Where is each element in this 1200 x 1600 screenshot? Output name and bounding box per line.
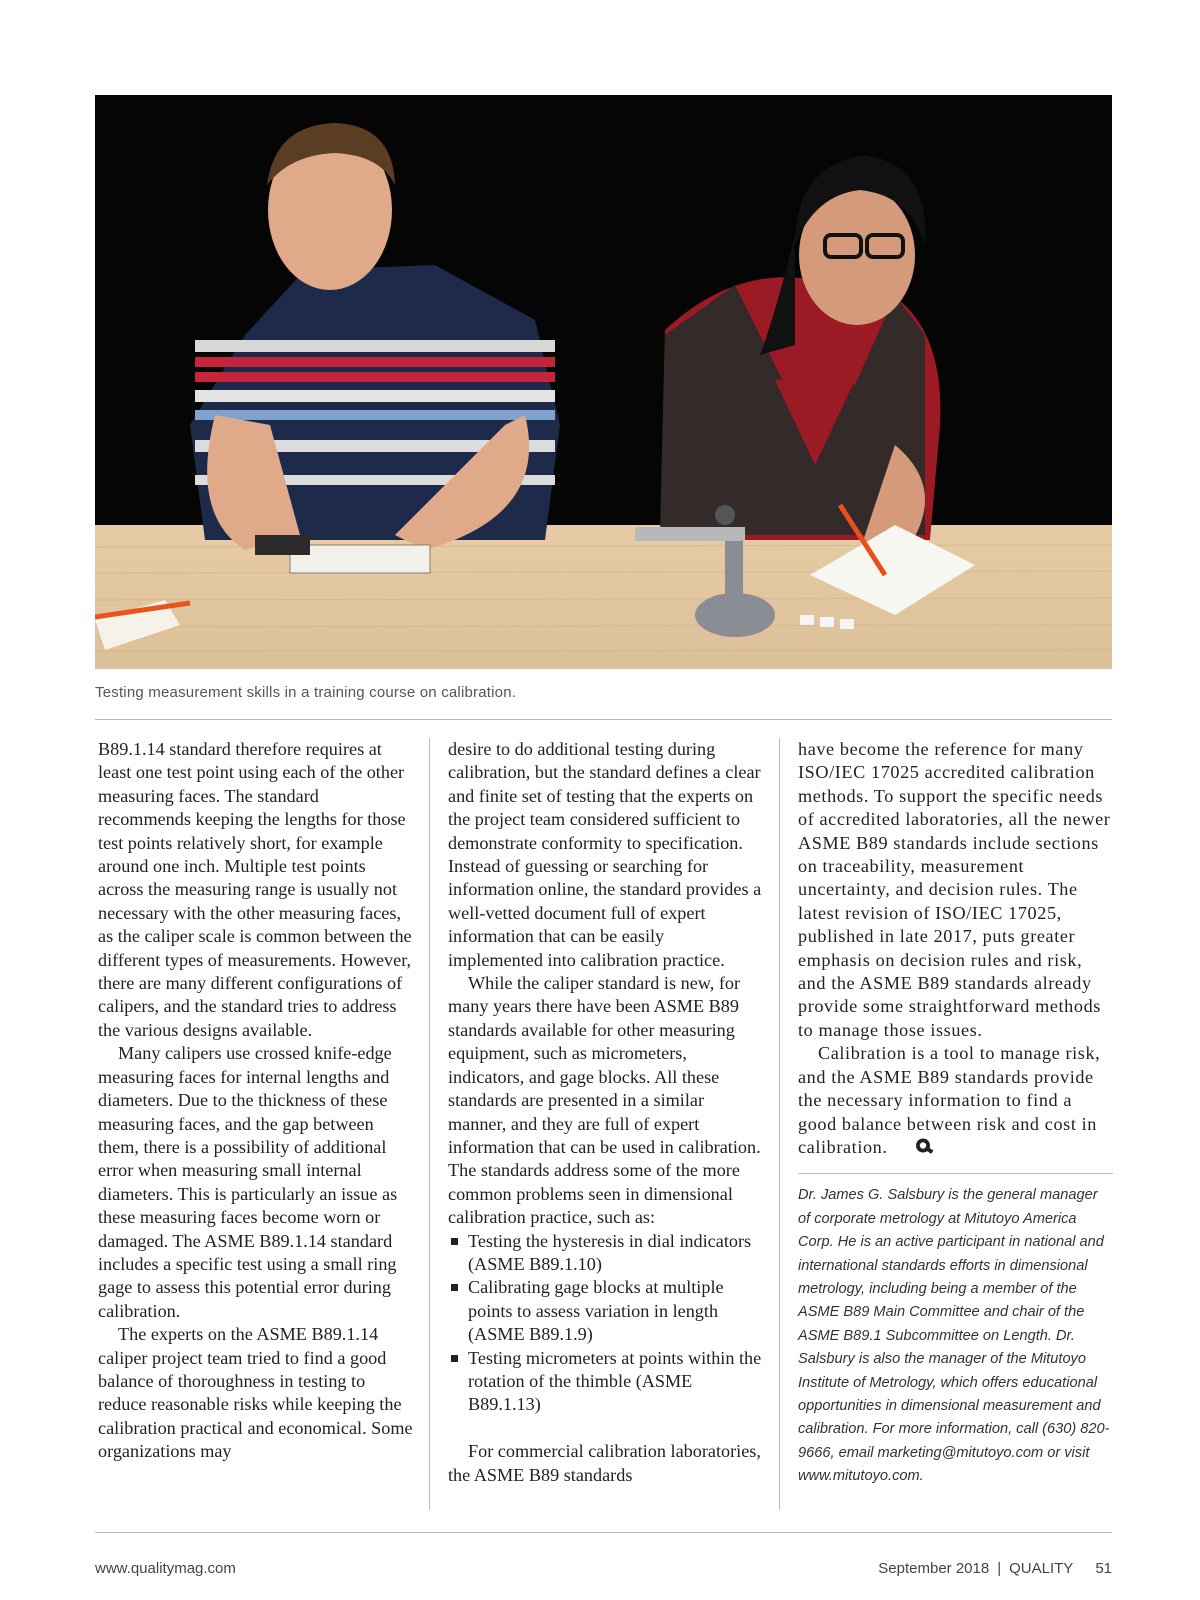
paragraph: For commercial calibration laboratories, the ASME B89 standards	[448, 1441, 761, 1485]
magazine-name: QUALITY	[1009, 1560, 1074, 1577]
bullet-square-icon	[451, 1355, 458, 1362]
paragraph-with-end-mark	[798, 1042, 1113, 1161]
footer-website: www.qualitymag.com	[95, 1560, 236, 1577]
paragraph: While the caliper standard is new, for many years there have been ASME B89 standards available for other measuring equipment, such as micrometers, indicators, and gage blocks. All these standards are presented in a similar manner, and they are full of expert information that can be used in calibration. The standards address some of the more common problems seen in dimensional calibration practice, such as:	[448, 973, 761, 1228]
list-item	[448, 1276, 763, 1346]
article-column-1	[98, 738, 413, 1464]
photo-caption: Testing measurement skills in a training course on calibration.	[95, 684, 517, 701]
list-item	[448, 1347, 763, 1417]
column-divider	[429, 738, 430, 1510]
quality-q-logo-icon	[894, 1137, 934, 1161]
paragraph: The experts on the ASME B89.1.14 caliper project team tried to find a good balance of thoroughness in testing to reduce reasonable risks while keeping the calibration practical and economical. Some organizations may	[98, 1324, 413, 1462]
footer-issue-info	[878, 1560, 1112, 1577]
article-column-2	[448, 738, 763, 1487]
paragraph: B89.1.14 standard therefore requires at least one test point using each of the other measuring faces. The standard recommends keeping the lengths for those test points relatively short, for example around one inch. Multiple test points across the measuring range is usually not necessary with the other measuring faces, as the caliper scale is common between the different types of measurements. However, there are many different configurations of calipers, and the standard tries to address the various designs available.	[98, 739, 412, 1040]
author-bio: Dr. James G. Salsbury is the general manager of corporate metrology at Mitutoyo America Corp. He is an active participant in national and international standards efforts in dimensional metrology, including being a member of the ASME B89 Main Committee and chair of the ASME B89.1 Subcommittee on Length. Dr. Salsbury is also the manager of the Mitutoyo Institute of Metrology, which offers educational opportunities in dimensional measurement and calibration. For more information, call (630) 820-9666, email marketing@mitutoyo.com or visit www.mitutoyo.com.	[798, 1187, 1110, 1485]
paragraph: Many calipers use crossed knife-edge measuring faces for internal lengths and diameters. Due to the thickness of these measuring faces, and the gap between them, there is a possibility of additional error when measuring small internal diameters. This is particularly an issue as these measuring faces become worn or damaged. The ASME B89.1.14 standard includes a specific test using a small ring gage to assess this potential error during calibration.	[98, 1043, 398, 1321]
list-item	[448, 1230, 763, 1277]
column-divider	[779, 738, 780, 1510]
spacer	[448, 1417, 763, 1440]
article-photo	[95, 95, 1112, 669]
bullet-list	[448, 1230, 763, 1417]
paragraph: have become the reference for many ISO/IEC 17025 accredited calibration methods. To support the specific needs of accredited laboratories, all the newer ASME B89 standards include sections on traceability, measurement uncertainty, and decision rules. The latest revision of ISO/IEC 17025, published in late 2017, puts greater emphasis on decision rules and risk, and the ASME B89 standards already provide some straightforward methods to manage those issues.	[798, 739, 1111, 1040]
page-number: 51	[1095, 1560, 1112, 1577]
issue-date: September 2018	[878, 1560, 990, 1577]
top-divider	[95, 719, 1112, 720]
bullet-square-icon	[451, 1284, 458, 1291]
bio-divider	[798, 1173, 1113, 1174]
list-item-text: Testing the hysteresis in dial indicators (ASME B89.1.10)	[468, 1230, 752, 1274]
paragraph: desire to do additional testing during calibration, but the standard defines a clear and finite set of testing that the experts on the project team considered sufficient to demonstrate conformity to specification. Instead of guessing or searching for information online, the standard provides a well-vetted document full of expert information that can be easily implemented into calibration practice.	[448, 739, 762, 970]
list-item-text: Calibrating gage blocks at multiple points to assess variation in length (ASME B89.1.9)	[468, 1277, 724, 1345]
paragraph: Calibration is a tool to manage risk, and the ASME B89 standards provide the necessary information to find a good balance between risk and cost in calibration.	[798, 1043, 1101, 1157]
photo-image	[95, 95, 1112, 669]
article-column-3	[798, 738, 1113, 1489]
footer-divider	[95, 1532, 1112, 1533]
bullet-square-icon	[451, 1238, 458, 1245]
list-item-text: Testing micrometers at points within the rotation of the thimble (ASME B89.1.13)	[468, 1347, 762, 1415]
separator: |	[997, 1560, 1002, 1577]
